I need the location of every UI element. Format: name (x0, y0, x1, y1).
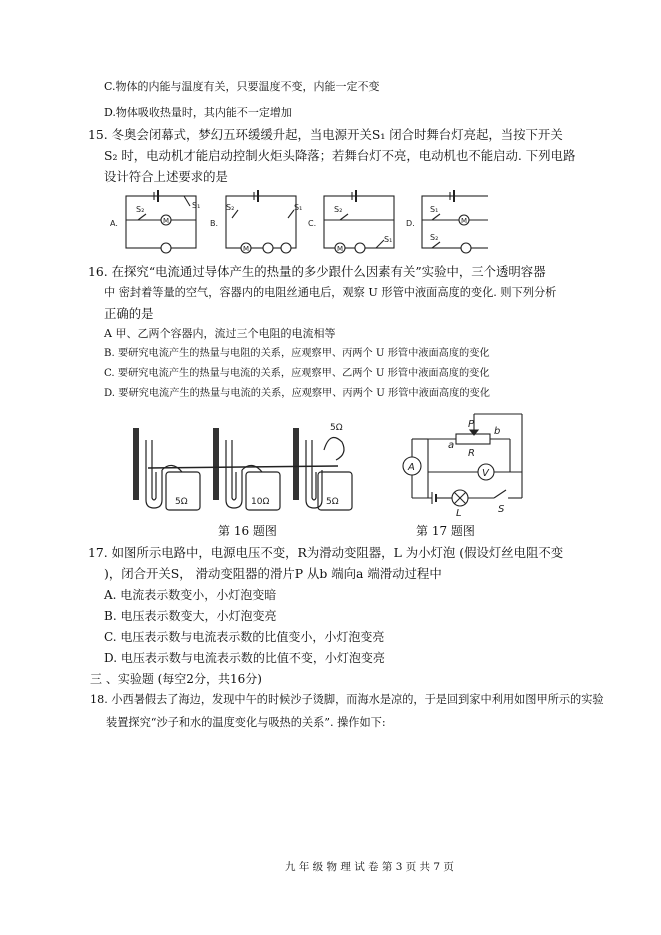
q17-ammeter-label: A (408, 462, 415, 473)
q15-stem-line3: 设计符合上述要求的是 (104, 169, 228, 184)
q17-lamp-label: L (456, 508, 462, 519)
q15-b-s2: S₂ (226, 203, 235, 212)
q17-voltmeter-label: V (482, 468, 489, 479)
q14-option-c: C.物体的内能与温度有关，只要温度不变，内能一定不变 (104, 80, 380, 93)
q16-stem-line1: 16. 在探究“电流通过导体产生的热量的多少跟什么因素有关”实验中，三个透明容器 (88, 264, 546, 279)
page-footer: 九 年 级 物 理 试 卷 第 3 页 共 7 页 (285, 861, 454, 873)
q15-circuit-b (226, 190, 296, 253)
q17-figure-caption: 第 17 题图 (416, 524, 475, 538)
q15-circuit-a (126, 190, 196, 253)
q16-resistor-1: 5Ω (175, 497, 188, 507)
q15-b-s1: S₁ (294, 203, 303, 212)
q15-b-motor: M (243, 245, 250, 253)
section-3-title: 三 、实验题 (每空2分，共16分) (90, 672, 262, 686)
q16-option-b: B. 要研究电流产生的热量与电阻的关系，应观察甲、丙两个 U 形管中液面高度的变化 (104, 348, 490, 359)
q16-figure (128, 420, 360, 518)
q16-resistor-4: 5Ω (326, 497, 339, 507)
q17-figure (398, 412, 530, 520)
q16-stem-line3: 正确的是 (104, 306, 154, 321)
q15-circuit-options (108, 190, 488, 256)
q17-option-c: C. 电压表示数与电流表示数的比值变小，小灯泡变亮 (104, 630, 385, 644)
q16-stem-line2: 中 密封着等量的空气，容器内的电阻丝通电后，观察 U 形管中液面高度的变化. 则下列分析 (104, 286, 557, 299)
q17-label-a: a (448, 440, 455, 451)
q17-stem-line1: 17. 如图所示电路中，电源电压不变，R为滑动变阻器，L 为小灯泡 (假设灯丝电阻不变 (88, 545, 564, 560)
q15-c-motor: M (337, 245, 344, 253)
q15-a-label: A. (110, 219, 118, 228)
q15-stem-line2: S₂ 时，电动机才能启动控制火炬头降落；若舞台灯不亮，电动机也不能启动. 下列电路 (104, 148, 576, 163)
q17-option-b: B. 电压表示数变大，小灯泡变亮 (104, 609, 277, 623)
q15-d-motor: M (461, 217, 468, 225)
q15-circuit-d (422, 190, 488, 253)
q16-resistor-3: 5Ω (330, 423, 343, 433)
q17-option-d: D. 电压表示数与电流表示数的比值不变，小灯泡变亮 (104, 651, 385, 665)
q15-a-s2: S₂ (136, 205, 145, 214)
q16-option-a: A 甲、乙两个容器内，流过三个电阻的电流相等 (104, 327, 336, 340)
q17-label-b: b (494, 426, 501, 437)
q16-option-d: D. 要研究电流产生的热量与电流的关系，应观察甲、丙两个 U 形管中液面高度的变化 (104, 388, 490, 399)
q17-switch-label: S (498, 504, 505, 515)
q14-option-d: D.物体吸收热量时，其内能不一定增加 (104, 106, 292, 119)
q15-d-s1: S₁ (430, 205, 439, 214)
q15-c-s1: S₁ (384, 235, 393, 244)
q17-label-p: P (468, 419, 475, 430)
q16-option-c: C. 要研究电流产生的热量与电流的关系，应观察甲、乙两个 U 形管中液面高度的变化 (104, 368, 490, 379)
q15-stem-line1: 15. 冬奥会闭幕式，梦幻五环缓缓升起，当电源开关S₁ 闭合时舞台灯亮起，当按下开关 (88, 127, 563, 142)
q15-a-s1: S₁ (192, 201, 201, 210)
q16-figure-caption: 第 16 题图 (218, 524, 277, 538)
q17-stem-line2: )，闭合开关S， 滑动变阻器的滑片P 从b 端向a 端滑动过程中 (104, 566, 442, 581)
q15-b-label: B. (210, 219, 219, 228)
q16-apparatus-1 (136, 428, 200, 510)
q16-resistor-2: 10Ω (251, 497, 270, 507)
q18-stem-line1: 18. 小西暑假去了海边，发现中午的时候沙子烫脚，而海水是凉的，于是回到家中利用如图甲所示的实验 (90, 693, 604, 706)
q15-c-label: C. (308, 219, 317, 228)
q17-option-a: A. 电流表示数变小，小灯泡变暗 (104, 588, 277, 602)
q15-d-s2: S₂ (430, 233, 439, 242)
q18-stem-line2: 装置探究“沙子和水的温度变化与吸热的关系”. 操作如下: (106, 716, 386, 729)
q17-label-r: R (468, 448, 475, 459)
q15-d-label: D. (406, 219, 415, 228)
q15-c-s2: S₂ (334, 205, 343, 214)
q15-a-motor: M (163, 217, 170, 225)
q16-apparatus-2 (216, 428, 280, 510)
